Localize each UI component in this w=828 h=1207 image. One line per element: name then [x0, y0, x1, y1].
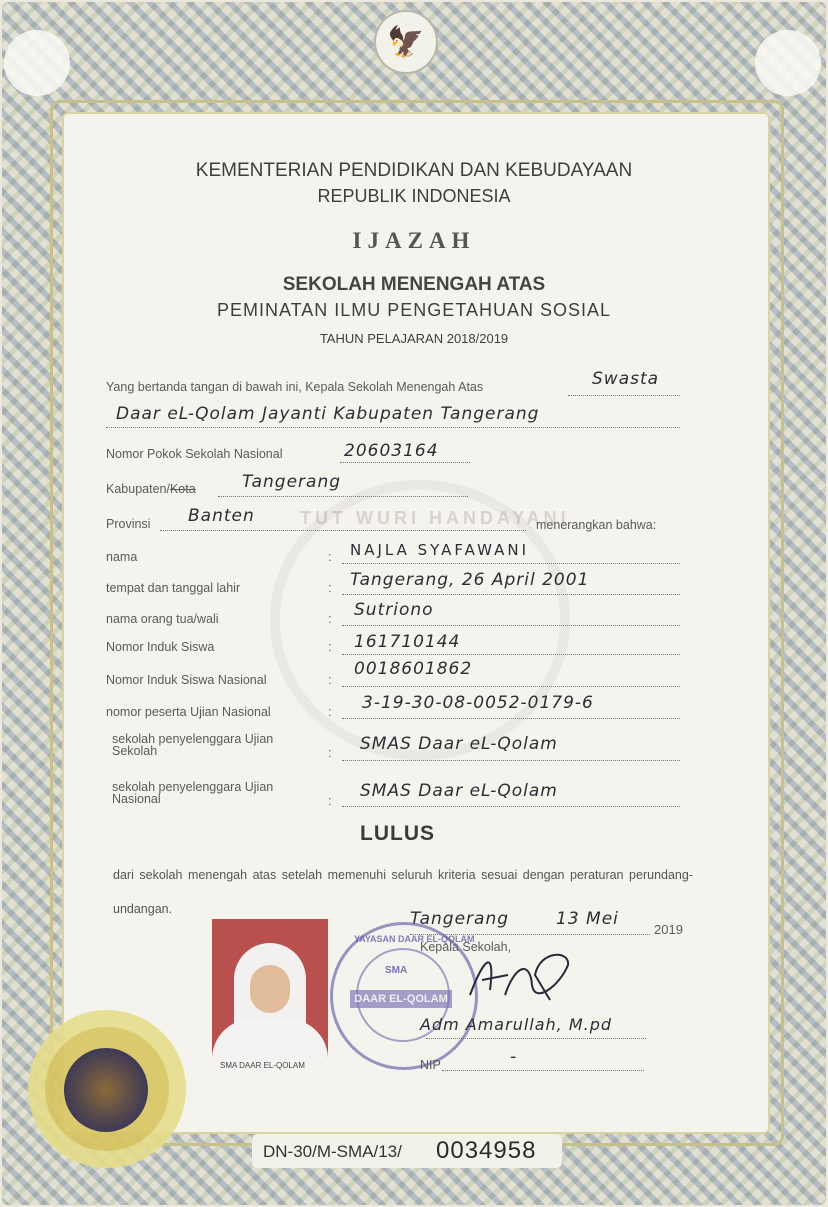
dotted-line: [106, 427, 680, 428]
serial-prefix: DN-30/M-SMA/13/: [263, 1142, 402, 1161]
signer-name: Adm Amarullah, M.pd: [420, 1015, 613, 1034]
school-exam-value: SMAS Daar eL-Qolam: [360, 734, 558, 754]
photo-caption: SMA DAAR EL-QOLAM: [220, 1061, 305, 1070]
birth-value: Tangerang, 26 April 2001: [350, 570, 590, 590]
dotted-line: [442, 1070, 644, 1071]
colon: :: [328, 793, 332, 808]
serial-number: 0034958: [436, 1137, 537, 1164]
kabupaten-label-text: Kabupaten/: [106, 482, 170, 496]
school-name-value: Daar eL-Qolam Jayanti Kabupaten Tangerang: [116, 404, 540, 424]
dotted-line: [342, 718, 680, 719]
dotted-line: [342, 594, 680, 595]
statement-text: dari sekolah menengah atas setelah memenuhi seluruh kriteria sesuai dengan peraturan perundang-undangan.: [113, 868, 693, 916]
dotted-line: [340, 462, 470, 463]
signing-place: Tangerang: [410, 909, 510, 929]
dotted-line: [342, 760, 680, 761]
dotted-line: [342, 686, 680, 687]
field-label: nama orang tua/wali: [106, 612, 219, 626]
result-lulus: LULUS: [360, 822, 435, 845]
intro-label: Yang bertanda tangan di bawah ini, Kepala Sekolah Menengah Atas: [106, 380, 484, 394]
academic-year: TAHUN PELAJARAN 2018/2019: [319, 331, 509, 346]
stamp-school-name: DAAR EL-QOLAM: [350, 990, 452, 1008]
field-label: nomor peserta Ujian Nasional: [106, 705, 271, 719]
stamp-ring-text: YAYASAN DAAR EL-QOLAM: [354, 934, 475, 944]
menerangkan-label: menerangkan bahwa:: [536, 518, 657, 532]
school-level: SEKOLAH MENENGAH ATAS: [282, 274, 546, 295]
document-title: IJAZAH: [352, 228, 476, 253]
nip-label: NIP: [420, 1058, 441, 1072]
signing-year: 2019: [654, 922, 683, 937]
corner-ornament: [4, 30, 70, 96]
dotted-line: [160, 530, 526, 531]
dotted-line: [342, 563, 680, 564]
colon: :: [328, 639, 332, 654]
kabupaten-value: Tangerang: [242, 472, 342, 492]
student-photo: [212, 919, 328, 1071]
npsn-value: 20603164: [344, 441, 439, 461]
signer-title: Kepala Sekolah,: [420, 940, 512, 954]
signing-date: 13 Mei: [556, 909, 619, 929]
exam-number-value: 3-19-30-08-0052-0179-6: [362, 693, 594, 713]
colon: :: [328, 672, 332, 687]
dotted-line: [342, 625, 680, 626]
corner-ornament: [755, 30, 821, 96]
nip-value: -: [510, 1047, 518, 1067]
field-label: tempat dan tanggal lahir: [106, 581, 241, 595]
provinsi-label: Provinsi: [106, 517, 151, 531]
kota-struck-label: Kota: [169, 482, 196, 496]
hologram-emblem-icon: [64, 1048, 148, 1132]
signature-image: [460, 945, 570, 1005]
garuda-emblem-icon: 🦅: [374, 10, 438, 74]
national-exam-value: SMAS Daar eL-Qolam: [360, 781, 558, 801]
field-label: Nomor Induk Siswa Nasional: [106, 673, 267, 687]
dotted-line: [342, 806, 680, 807]
dotted-line: [342, 654, 680, 655]
specialization: PEMINATAN ILMU PENGETAHUAN SOSIAL: [216, 300, 612, 320]
field-label: Nomor Induk Siswa: [106, 640, 215, 654]
colon: :: [328, 580, 332, 595]
ministry-name: KEMENTERIAN PENDIDIKAN DAN KEBUDAYAAN: [195, 160, 633, 181]
kabupaten-label: [106, 482, 196, 496]
school-type-value: Swasta: [592, 369, 660, 389]
field-label: sekolah penyelenggara Ujian Sekolah: [112, 732, 274, 758]
parent-value: Sutriono: [354, 600, 434, 620]
field-label: nama: [106, 550, 138, 564]
country-name: REPUBLIK INDONESIA: [317, 186, 511, 206]
dotted-line: [568, 395, 680, 396]
watermark-text: TUT WURI HANDAYANI: [300, 508, 570, 528]
colon: :: [328, 611, 332, 626]
nis-value: 161710144: [354, 632, 461, 652]
colon: :: [328, 549, 332, 564]
colon: :: [328, 704, 332, 719]
dotted-line: [426, 1038, 646, 1039]
nama-value: NAJLA SYAFAWANI: [350, 541, 530, 559]
dotted-line: [218, 496, 468, 497]
colon: :: [328, 745, 332, 760]
provinsi-value: Banten: [188, 506, 255, 526]
field-label: sekolah penyelenggara Ujian Nasional: [112, 780, 274, 806]
nisn-value: 0018601862: [354, 659, 473, 679]
stamp-sma-text: SMA: [385, 965, 408, 976]
npsn-label: Nomor Pokok Sekolah Nasional: [106, 447, 283, 461]
